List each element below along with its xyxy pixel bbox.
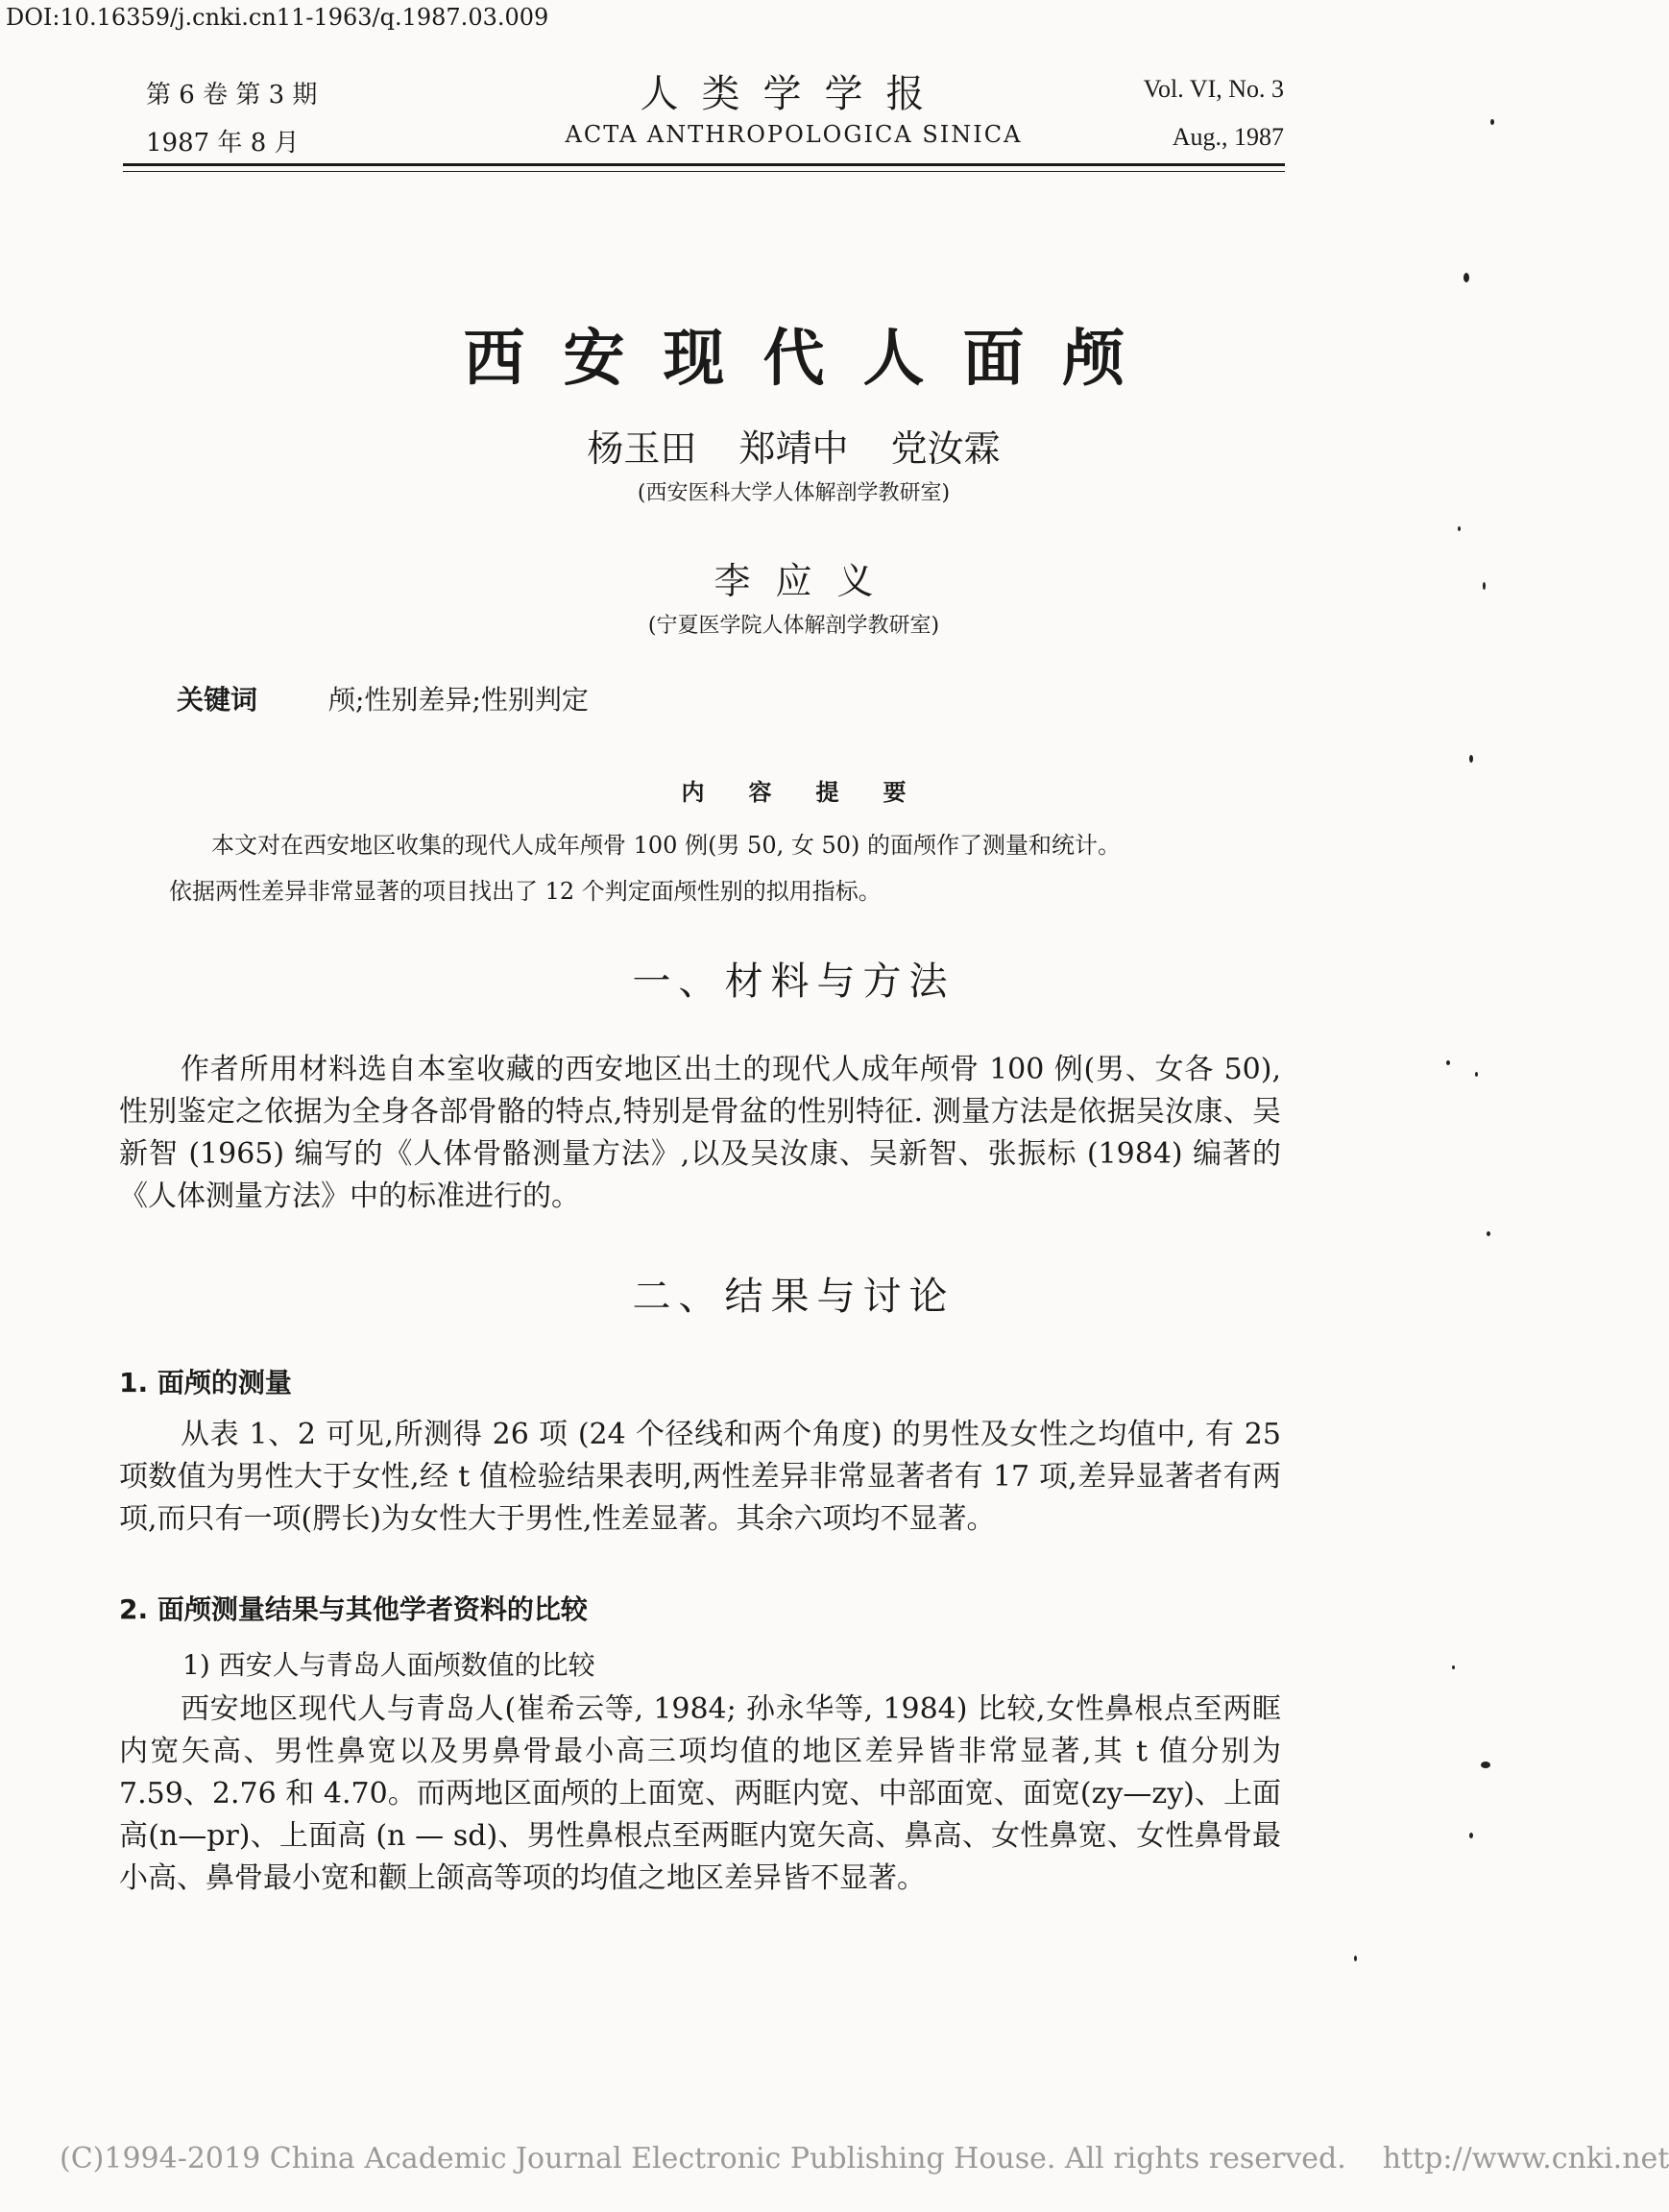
affiliation-2: (宁夏医学院人体解剖学教研室): [647, 614, 940, 638]
scan-speck: [1481, 1762, 1490, 1768]
scan-speck: [1469, 755, 1473, 763]
abstract-line-1: 本文对在西安地区收集的现代人成年颅骨 100 例(男 50, 女 50) 的面颅作了测量和统计。: [211, 832, 1122, 859]
keywords-label: 关键词: [177, 684, 258, 716]
abstract-line-2: 依据两性差异非常显著的项目找出了 12 个判定面颅性别的拟用指标。: [169, 878, 882, 905]
scan-speck: [1483, 582, 1486, 590]
date-en: Aug., 1987: [1172, 123, 1284, 151]
header-rule-thick: [123, 163, 1285, 166]
author-name: 党汝霖: [890, 427, 1001, 470]
scan-speck: [1354, 1956, 1357, 1961]
authors-group-2: 李应义: [714, 560, 899, 602]
scan-speck: [1475, 1072, 1478, 1077]
author-name: 杨玉田: [587, 427, 697, 470]
volume-issue: 第 6 卷 第 3 期: [146, 81, 318, 109]
date-cn: 1987 年 8 月: [146, 129, 300, 158]
footer-url: http://www.cnki.net: [1382, 2142, 1669, 2176]
scan-speck: [1490, 119, 1494, 125]
authors-group-1: [0, 419, 1587, 472]
volume-en: Vol. VI, No. 3: [1143, 75, 1284, 103]
keywords-text: 颅;性别差异;性别判定: [328, 684, 589, 716]
subsection-1-heading: 1. 面颅的测量: [119, 1367, 292, 1398]
article-title: 西安现代人面颅: [463, 324, 1163, 395]
abstract-heading: 内容提要: [681, 779, 951, 806]
subsection-2-paragraph: 西安地区现代人与青岛人(崔希云等, 1984; 孙永华等, 1984) 比较,女性鼻根点至两眶内宽矢高、男性鼻宽以及男鼻骨最小高三项均值的地区差异皆非常显著,其 t 值分别为 7.59、2.76 和 4.70。而两地区面颅的上面宽、两眶内宽、中部面宽、面宽(zy—zy)、上面高(n—pr)、上面高 (n — sd)、男性鼻根点至两眶内宽矢高、鼻高、女性鼻宽、女性鼻骨最小高、鼻骨最小宽和颧上颌高等项的均值之地区差异皆不显著。: [119, 1692, 1281, 1895]
affiliation-1: (西安医科大学人体解剖学教研室): [637, 481, 951, 505]
scan-speck: [1446, 1060, 1450, 1065]
copyright-text: (C)1994-2019 China Academic Journal Electronic Publishing House. All rights reserved.: [60, 2142, 1346, 2176]
journal-title-en: ACTA ANTHROPOLOGICA SINICA: [565, 121, 1023, 148]
scan-speck: [1452, 1665, 1455, 1669]
header-rule-thin: [123, 171, 1285, 172]
author-name: 郑靖中: [738, 427, 849, 470]
section-1-paragraph: 作者所用材料选自本室收藏的西安地区出土的现代人成年颅骨 100 例(男、女各 50),性别鉴定之依据为全身各部骨骼的特点,特别是骨盆的性别特征. 测量方法是依据吴汝康、吴新智 (1965) 编写的《人体骨骼测量方法》,以及吴汝康、吴新智、张振标 (1984) 编著的《人体测量方法》中的标准进行的。: [119, 1053, 1281, 1213]
scan-speck: [1469, 1833, 1473, 1838]
subsection-2-item-1: 1) 西安人与青岛人面颅数值的比较: [182, 1649, 595, 1681]
section-1-heading: 一、材料与方法: [632, 960, 955, 1004]
journal-title-cn: 人类学学报: [640, 72, 948, 116]
scan-speck: [1458, 526, 1461, 531]
subsection-2-heading: 2. 面颅测量结果与其他学者资料的比较: [119, 1593, 588, 1625]
scan-speck: [1487, 1231, 1490, 1236]
section-2-heading: 二、结果与讨论: [632, 1275, 955, 1319]
scan-speck: [1463, 273, 1469, 282]
subsection-1-paragraph: 从表 1、2 可见,所测得 26 项 (24 个径线和两个角度) 的男性及女性之均值中, 有 25 项数值为男性大于女性,经 t 值检验结果表明,两性差异非常显著者有 17 项,差异显著者有两项,而只有一项(腭长)为女性大于男性,性差显著。其余六项均不显著。: [119, 1418, 1281, 1536]
doi-line: DOI:10.16359/j.cnki.cn11-1963/q.1987.03.009: [6, 4, 549, 31]
copyright-footer: [60, 2142, 1669, 2176]
